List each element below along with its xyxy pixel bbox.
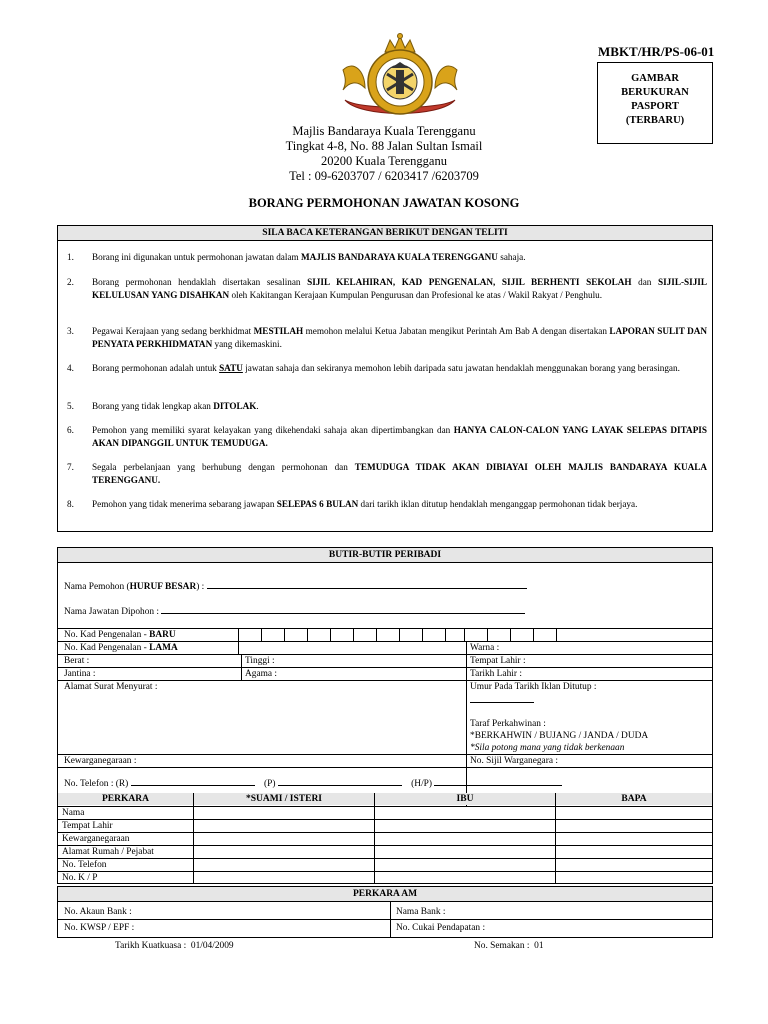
effective-date: Tarikh Kuatkuasa : 01/04/2009: [115, 941, 234, 951]
revision-number: No. Semakan : 01: [474, 941, 544, 951]
instruction-number: 3.: [67, 326, 74, 336]
col-ibu: IBU: [375, 793, 555, 805]
instruction-number: 5.: [67, 401, 74, 411]
taraf-note: *Sila potong mana yang tidak berkenaan: [470, 743, 625, 753]
photo-box-line: BERUKURAN: [621, 87, 689, 98]
instruction-item: 4. Borang permohonan adalah untuk SATU jawatan sahaja dan sekiranya memohon lebih daripada satu jawatan hendaklah menggunakan borang yang berasingan.: [67, 363, 680, 373]
address-line: Tel : 09-6203707 / 6203417 /6203709: [289, 169, 479, 183]
general-info-section: [57, 886, 713, 938]
instruction-item: 8. Pemohon yang tidak menerima sebarang jawapan SELEPAS 6 BULAN dari tarikh iklan ditutup hendaklah menganggap permohonan tidak berjaya.: [67, 499, 638, 509]
warna-field[interactable]: Warna :: [470, 643, 500, 653]
instruction-number: 2.: [67, 277, 74, 287]
general-info-heading: PERKARA AM: [58, 887, 712, 902]
nama-bank-field[interactable]: Nama Bank :: [396, 907, 446, 917]
cukai-field[interactable]: No. Cukai Pendapatan :: [396, 923, 486, 933]
photo-box-line: PASPORT: [631, 101, 679, 112]
instruction-item: 7. Segala perbelanjaan yang berhubung dengan permohonan dan TEMUDUGA TIDAK AKAN DIBIAYAI OLEH MAJLIS BANDARAYA KUALA TERENGGANU.: [67, 462, 707, 485]
taraf-perkahwinan-label: Taraf Perkahwinan :: [470, 719, 546, 729]
instruction-item: 5. Borang yang tidak lengkap akan DITOLAK.: [67, 401, 259, 411]
umur-field[interactable]: Umur Pada Tarikh Iklan Ditutup :: [470, 682, 597, 692]
tarikh-lahir-field[interactable]: Tarikh Lahir :: [470, 669, 522, 679]
sijil-warganegara-field[interactable]: No. Sijil Warganegara :: [470, 756, 558, 766]
photo-box-line: GAMBAR: [631, 73, 679, 84]
photo-box-line: (TERBARU): [625, 115, 685, 126]
instruction-number: 7.: [67, 462, 74, 472]
akaun-bank-field[interactable]: No. Akaun Bank :: [64, 907, 132, 917]
instruction-number: 8.: [67, 499, 74, 509]
instructions-box: [57, 225, 713, 532]
jantina-field[interactable]: Jantina :: [64, 669, 96, 679]
form-title: BORANG PERMOHONAN JAWATAN KOSONG: [248, 196, 520, 210]
ic-new-label: No. Kad Pengenalan - BARU: [64, 630, 176, 640]
position-applied-field[interactable]: Nama Jawatan Dipohon :: [64, 604, 525, 618]
table-row-label: Nama: [62, 808, 85, 818]
ic-old-label: No. Kad Pengenalan - LAMA: [64, 643, 178, 653]
table-row-label: Alamat Rumah / Pejabat: [62, 847, 154, 857]
applicant-name-field[interactable]: Nama Pemohon (HURUF BESAR) :: [64, 579, 527, 593]
kewarganegaraan-field[interactable]: Kewarganegaraan :: [64, 756, 137, 766]
instruction-number: 6.: [67, 425, 74, 435]
col-bapa: BAPA: [556, 793, 712, 805]
instruction-number: 4.: [67, 363, 74, 373]
instruction-number: 1.: [67, 252, 74, 262]
instruction-item: 3. Pegawai Kerajaan yang sedang berkhidmat MESTILAH memohon melalui Ketua Jabatan mengikut Perintah Am Bab A dengan disertakan LAPORAN SULIT DAN PENYATA PERKHIDMATAN yang dikemaskini.: [67, 326, 707, 349]
address-line: Tingkat 4-8, No. 88 Jalan Sultan Ismail: [285, 139, 483, 153]
table-row-label: Kewarganegaraan: [62, 834, 130, 844]
tinggi-field[interactable]: Tinggi :: [245, 656, 275, 666]
tempat-lahir-field[interactable]: Tempat Lahir :: [470, 656, 526, 666]
kwsp-field[interactable]: No. KWSP / EPF :: [64, 923, 135, 933]
table-row-label: Tempat Lahir: [62, 821, 113, 831]
agama-field[interactable]: Agama :: [245, 669, 278, 679]
col-perkara: PERKARA: [58, 793, 193, 805]
instructions-heading: SILA BACA KETERANGAN BERIKUT DENGAN TELITI: [58, 226, 712, 241]
personal-details-section: [57, 547, 713, 884]
passport-photo-box: [597, 62, 713, 144]
taraf-perkahwinan-options[interactable]: *BERKAHWIN / BUJANG / JANDA / DUDA: [470, 731, 649, 741]
instruction-item: 6. Pemohon yang memiliki syarat kelayakan yang dikehendaki sahaja akan dipertimbangkan dan HANYA CALON-CALON YANG LAYAK SELEPAS DITAPIS AKAN DIPANGGIL UNTUK TEMUDUGA.: [67, 425, 707, 448]
council-crest-logo: [335, 30, 465, 122]
personal-details-heading: BUTIR-BUTIR PERIBADI: [58, 548, 712, 563]
alamat-field[interactable]: Alamat Surat Menyurat :: [64, 682, 158, 692]
table-row-label: No. Telefon: [62, 860, 107, 870]
address-line: 20200 Kuala Terengganu: [321, 154, 447, 168]
berat-field[interactable]: Berat :: [64, 656, 90, 666]
address-line: Majlis Bandaraya Kuala Terengganu: [292, 124, 476, 138]
telefon-row[interactable]: No. Telefon : (R) (P) (H/P): [64, 776, 562, 790]
document-code: MBKT/HR/PS-06-01: [598, 44, 715, 59]
council-address: [200, 124, 568, 184]
instruction-item: 2. Borang permohonan hendaklah disertakan sesalinan SIJIL KELAHIRAN, KAD PENGENALAN, SIJIL BERHENTI SEKOLAH dan SIJIL-SIJIL KELULUSAN YANG DISAHKAN oleh Kakitangan Kerajaan Kumpulan Pengurusan dan Profesional ke atas / Wakil Rakyat / Penghulu.: [67, 277, 708, 300]
table-row-label: No. K / P: [62, 873, 98, 883]
instruction-item: 1. Borang ini digunakan untuk permohonan jawatan dalam MAJLIS BANDARAYA KUALA TERENGGANU sahaja.: [67, 252, 526, 262]
col-suami-isteri: *SUAMI / ISTERI: [194, 793, 374, 805]
